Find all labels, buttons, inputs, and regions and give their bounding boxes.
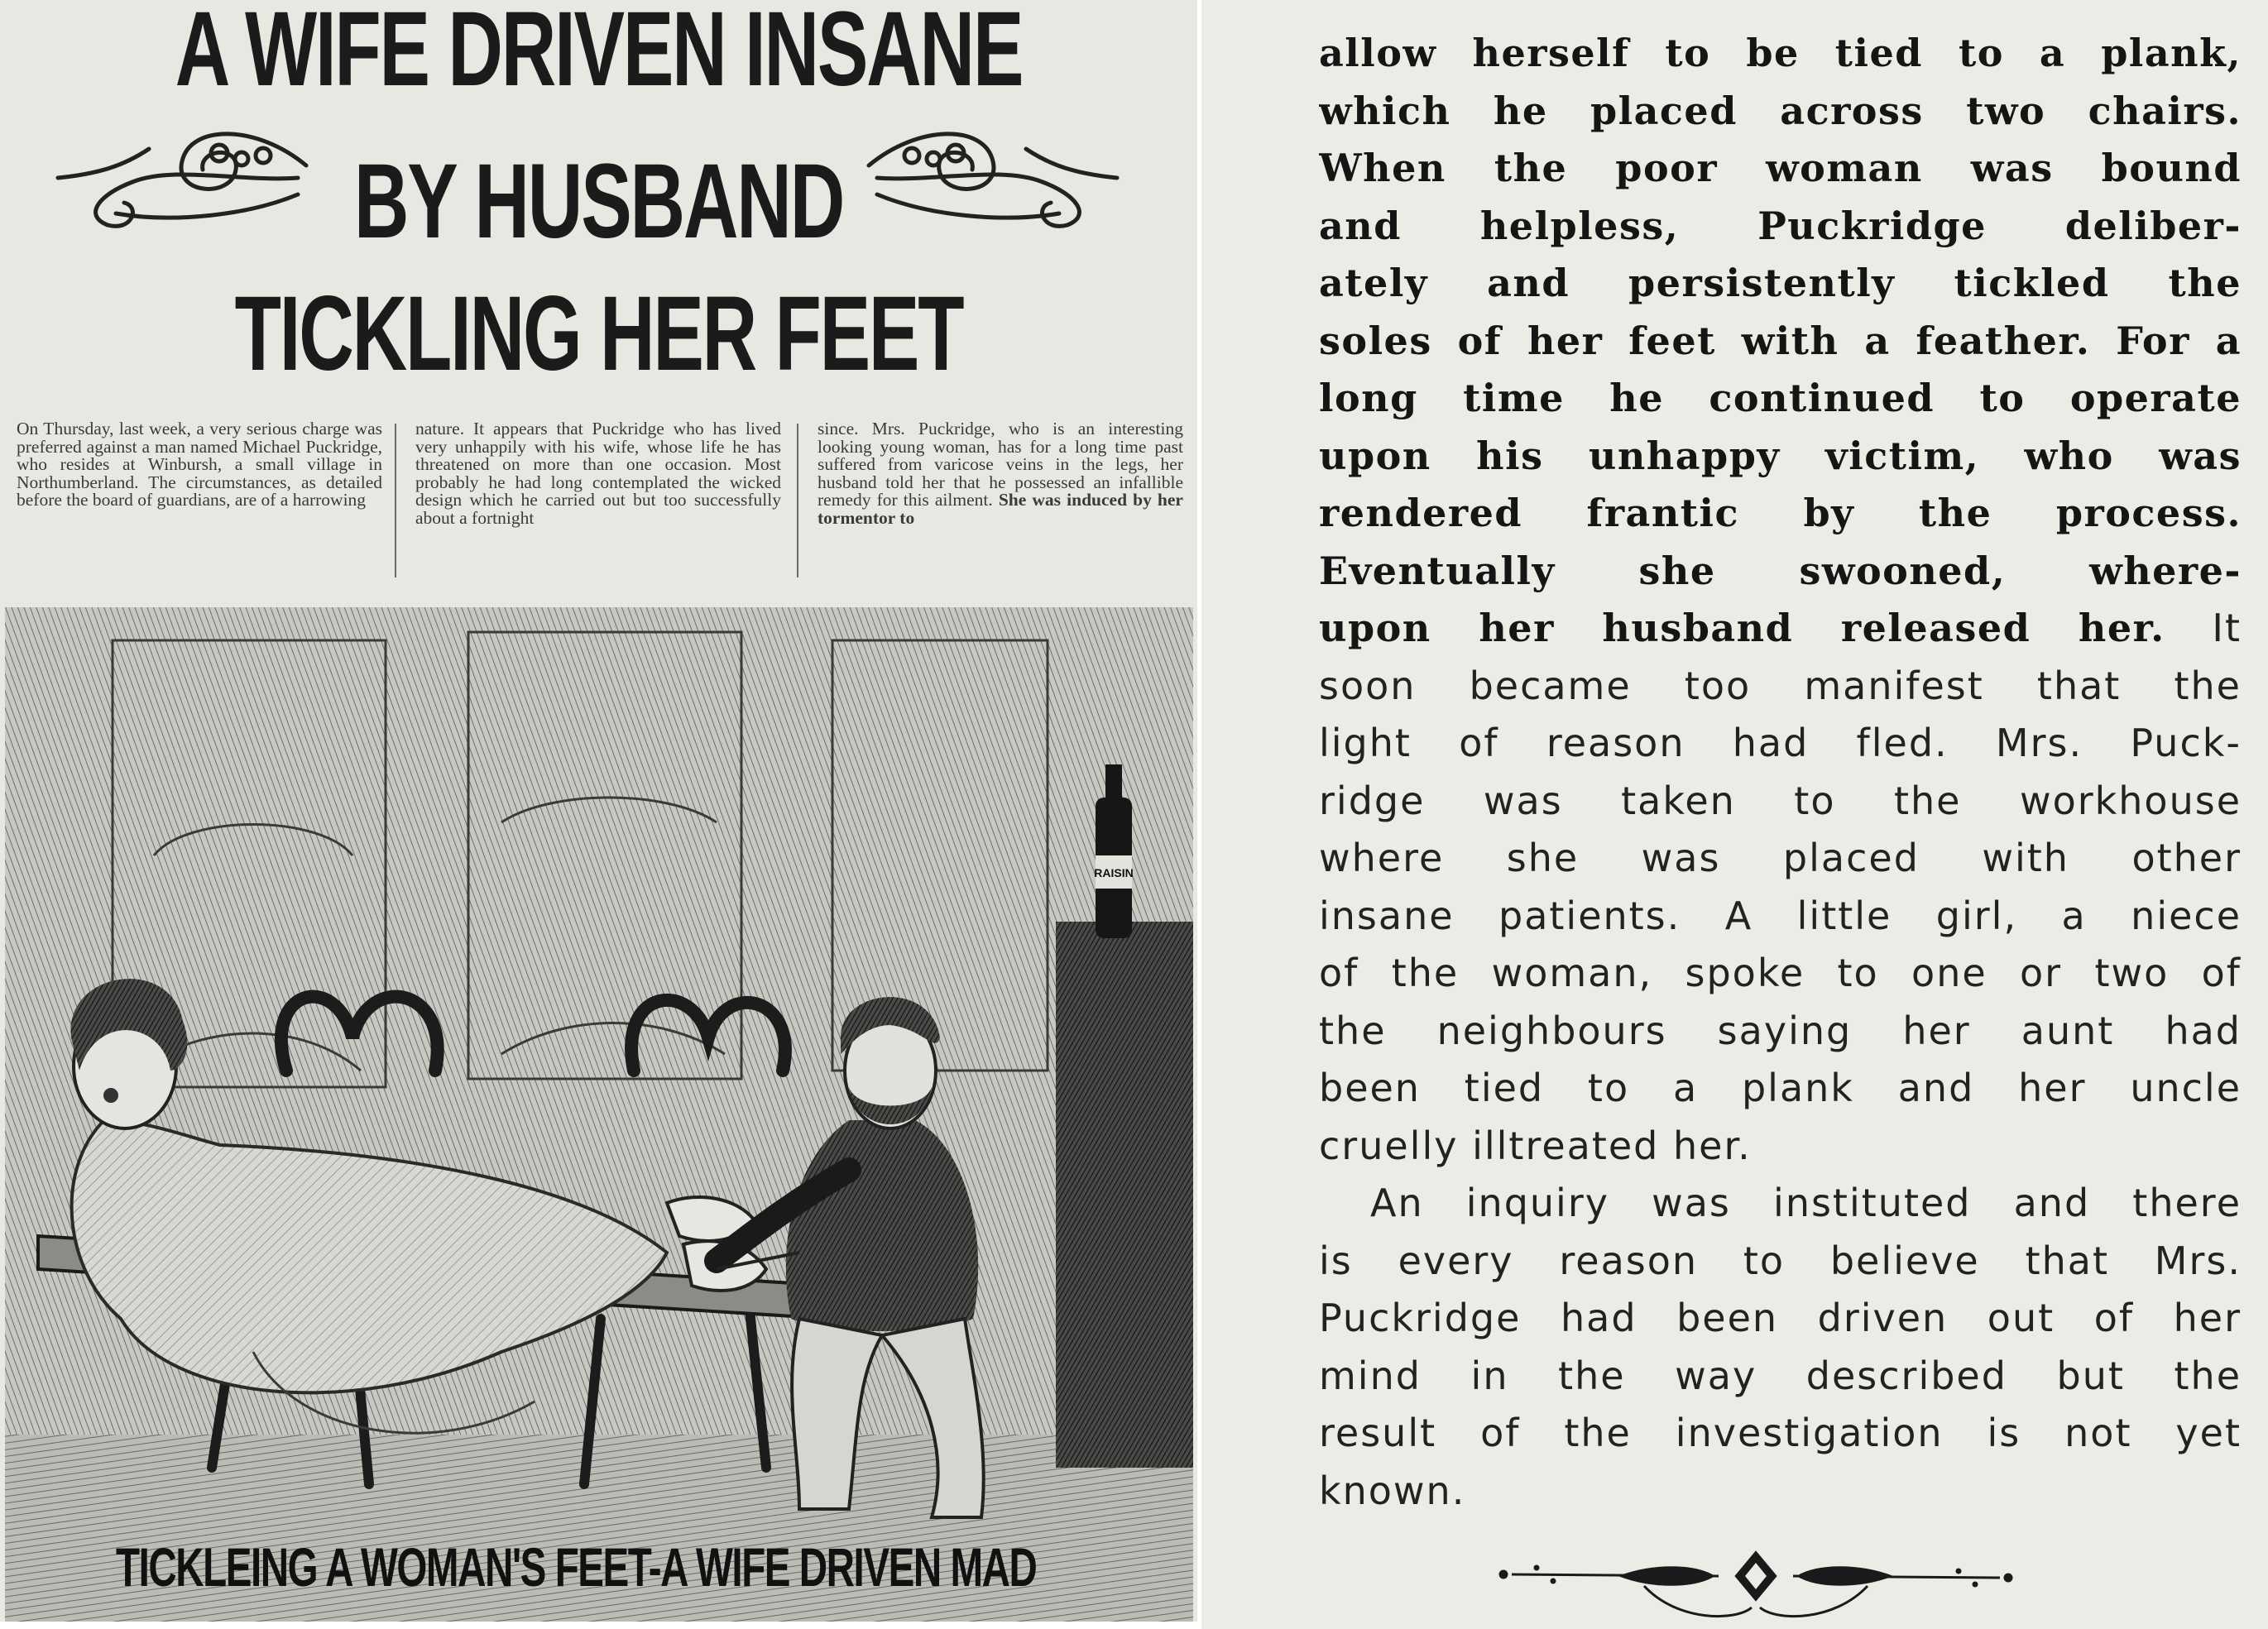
article-line: been tied to a plank and her uncle bbox=[1319, 1066, 2242, 1110]
bottle-label: RAISIN bbox=[1094, 866, 1134, 879]
article-line-mixed bbox=[1319, 600, 2242, 658]
left-flourish-ornament bbox=[50, 116, 314, 240]
right-page bbox=[1201, 0, 2268, 1629]
side-cabinet bbox=[1056, 922, 1193, 1468]
article-line: insane patients. A little girl, a niece bbox=[1319, 893, 2242, 938]
article-line: the neighbours saying her aunt had bbox=[1319, 1008, 2242, 1053]
article-line: which he placed across two chairs. bbox=[1319, 88, 2242, 133]
headline-line-3: TICKLING HER FEET bbox=[234, 275, 963, 393]
column-divider bbox=[395, 424, 396, 577]
intro-column-1 bbox=[17, 420, 382, 577]
article-line-bold-part: upon her husband released her. bbox=[1319, 606, 2165, 650]
intro-column-3 bbox=[818, 420, 1183, 577]
intro-column-1-text: On Thursday, last week, a very serious charge was preferred against a man named Michael Puckridge, who resides at Winbursh, a small village in Northumberland. The circumstances, as detailed before the board of guardians, are of a harrowing bbox=[17, 420, 382, 510]
article-line: known. bbox=[1319, 1468, 1466, 1513]
article-line: rendered frantic by the process. bbox=[1319, 491, 2242, 535]
intro-column-3-text: since. Mrs. Puckridge, who is an interesting looking young woman, has for a long time past suffered from varicose veins in the legs, her husband told her that he possessed an infallible remedy for this ailment. bbox=[818, 420, 1183, 510]
article-line: An inquiry was instituted and there bbox=[1370, 1181, 2242, 1225]
article-line: soles of her feet with a feather. For a bbox=[1319, 318, 2242, 363]
article-line: light of reason had fled. Mrs. Puck- bbox=[1319, 721, 2242, 765]
right-flourish-ornament bbox=[861, 116, 1125, 240]
intro-column-2 bbox=[415, 420, 781, 577]
intro-column-3-bold-text: She was induced by her tormentor to bbox=[818, 490, 1183, 528]
article-line: where she was placed with other bbox=[1319, 836, 2242, 880]
article-line: Eventually she swooned, where- bbox=[1319, 548, 2242, 593]
intro-column-2-text: nature. It appears that Puckridge who has lived very unhappily with his wife, whose life he has threatened on more than one occasion. Most probably he had long contemplated the wicked design which he carried out but too successfully about a fortnight bbox=[415, 420, 781, 528]
article-line: is every reason to believe that Mrs. bbox=[1319, 1238, 2242, 1283]
article-line: of the woman, spoke to one or two of bbox=[1319, 951, 2242, 995]
headline-line-2: BY HUSBAND bbox=[353, 142, 844, 261]
engraving-illustration bbox=[5, 607, 1193, 1622]
article-line: soon became too manifest that the bbox=[1319, 663, 2242, 708]
illustration-caption: TICKLEING A WOMAN'S FEET-A WIFE DRIVEN MAD bbox=[116, 1536, 1037, 1598]
article-body bbox=[1319, 25, 2242, 1520]
article-line: mind in the way described but the bbox=[1319, 1353, 2242, 1398]
article-line: Puckridge had been driven out of her bbox=[1319, 1296, 2242, 1340]
article-line: long time he continued to operate bbox=[1319, 376, 2242, 420]
end-ornament bbox=[1487, 1543, 2025, 1626]
article-line: ately and persistently tickled the bbox=[1319, 261, 2242, 305]
article-line: cruelly illtreated her. bbox=[1319, 1123, 1752, 1168]
column-divider bbox=[797, 424, 798, 577]
article-line: allow herself to be tied to a plank, bbox=[1319, 31, 2242, 75]
article-line: result of the investigation is not yet bbox=[1319, 1411, 2242, 1455]
article-line-plain-part: It bbox=[2165, 606, 2242, 650]
article-line: ridge was taken to the workhouse bbox=[1319, 778, 2242, 823]
article-line: When the poor woman was bound bbox=[1319, 146, 2242, 190]
article-line: upon his unhappy victim, who was bbox=[1319, 433, 2242, 478]
article-line: and helpless, Puckridge deliber- bbox=[1319, 203, 2242, 248]
headline-line-1: A WIFE DRIVEN INSANE bbox=[175, 0, 1023, 108]
